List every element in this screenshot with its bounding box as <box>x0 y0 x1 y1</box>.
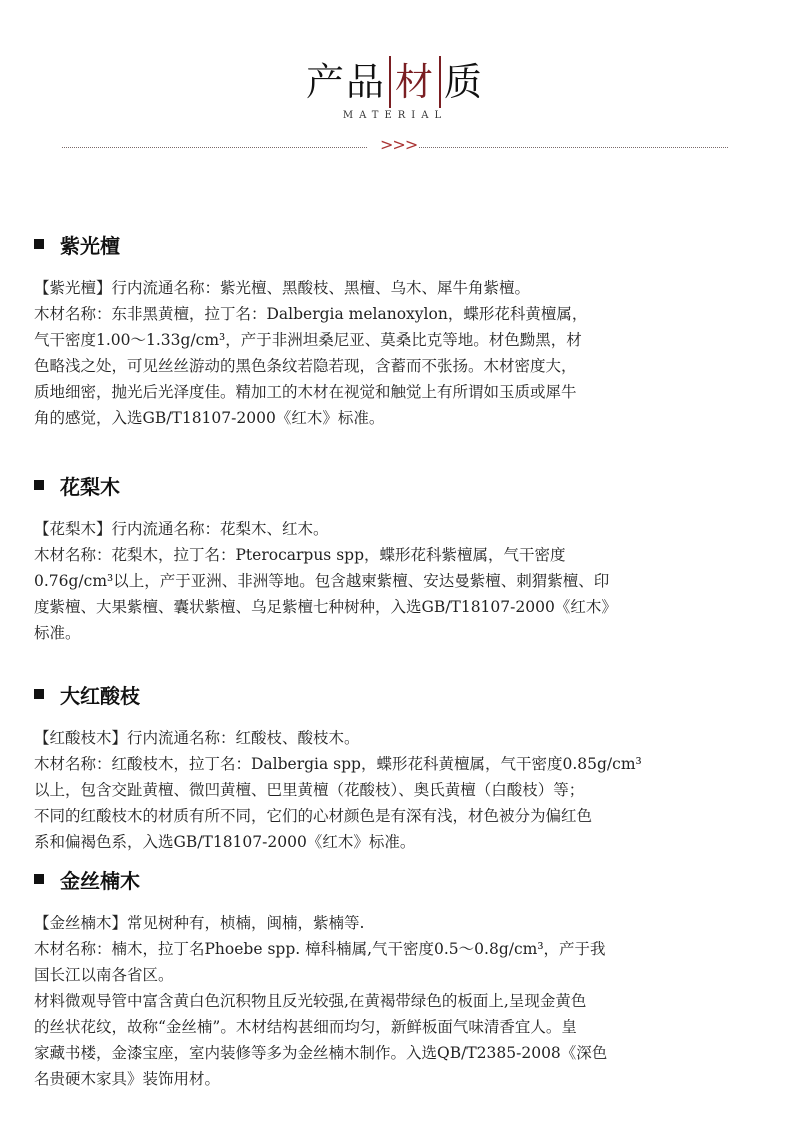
chevrons-icon: >>> <box>380 135 418 154</box>
text-line: 木材名称：东非黑黄檀，拉丁名：Dalbergia melanoxylon，蝶形花科黄檀属， <box>34 305 588 323</box>
text-line: 的丝状花纹，故称“金丝楠”。木材结构甚细而均匀，新鲜板面气味清香宜人。皇 <box>34 1018 577 1036</box>
section-body <box>34 275 754 431</box>
text-line: 木材名称：花梨木，拉丁名：Pterocarpus spp，蝶形花科紫檀属，气干密度 <box>34 546 566 564</box>
section-heading <box>34 866 754 892</box>
text-line: 名贵硬木家具》装饰用材。 <box>34 1070 221 1088</box>
section-heading <box>34 231 754 257</box>
text-line: 木材名称：楠木，拉丁名Phoebe spp. 樟科楠属,气干密度0.5～0.8g/cm³，产于我 <box>34 940 606 958</box>
bullet-square-icon <box>34 480 44 490</box>
section-heading <box>34 472 754 498</box>
section-body <box>34 725 754 855</box>
divider-line-left <box>62 147 367 148</box>
page-title <box>0 56 790 108</box>
section-dahongsuanzhi <box>34 681 754 855</box>
text-line: 色略浅之处，可见丝丝游动的黑色条纹若隐若现，含蓄而不张扬。木材密度大， <box>34 357 577 375</box>
text-line: 【金丝楠木】常见树种有，桢楠，闽楠，紫楠等. <box>34 914 365 932</box>
page-header <box>0 56 790 121</box>
section-title: 花梨木 <box>60 474 120 499</box>
section-title: 紫光檀 <box>60 233 120 258</box>
section-body <box>34 910 754 1092</box>
text-line: 度紫檀、大果紫檀、囊状紫檀、乌足紫檀七种树种，入选GB/T18107-2000《红木》 <box>34 598 617 616</box>
text-line: 不同的红酸枝木的材质有所不同，它们的心材颜色是有深有浅，材色被分为偏红色 <box>34 807 593 825</box>
section-title: 金丝楠木 <box>60 868 140 893</box>
bullet-square-icon <box>34 689 44 699</box>
section-ziguangtan <box>34 231 754 431</box>
text-line: 【红酸枝木】行内流通名称：红酸枝、酸枝木。 <box>34 729 360 747</box>
text-line: 质地细密，抛光后光泽度佳。精加工的木材在视觉和触觉上有所谓如玉质或犀牛 <box>34 383 577 401</box>
text-line: 角的感觉，入选GB/T18107-2000《红木》标准。 <box>34 409 385 427</box>
section-jinsinanmu <box>34 866 754 1092</box>
text-line: 【花梨木】行内流通名称：花梨木、红木。 <box>34 520 329 538</box>
text-line: 家藏书楼，金漆宝座，室内装修等多为金丝楠木制作。入选QB/T2385-2008《深色 <box>34 1044 608 1062</box>
title-highlight: 材 <box>389 56 441 108</box>
divider-line-right <box>419 147 728 148</box>
text-line: 【紫光檀】行内流通名称：紫光檀、黑酸枝、黑檀、乌木、犀牛角紫檀。 <box>34 279 531 297</box>
text-line: 标准。 <box>34 624 81 642</box>
bullet-square-icon <box>34 239 44 249</box>
header-divider <box>62 135 728 158</box>
title-part-2: 质 <box>444 60 485 104</box>
bullet-square-icon <box>34 874 44 884</box>
section-heading <box>34 681 754 707</box>
text-line: 气干密度1.00～1.33g/cm³，产于非洲坦桑尼亚、莫桑比克等地。材色黝黑，材 <box>34 331 582 349</box>
text-line: 国长江以南各省区。 <box>34 966 174 984</box>
page-subtitle: MATERIAL <box>342 110 448 121</box>
text-line: 材料微观导管中富含黄白色沉积物且反光较强,在黄褐带绿色的板面上,呈现金黄色 <box>34 992 587 1010</box>
section-hualimu <box>34 472 754 646</box>
section-body <box>34 516 754 646</box>
text-line: 以上，包含交趾黄檀、微凹黄檀、巴里黄檀（花酸枝）、奥氏黄檀（白酸枝）等； <box>34 781 585 799</box>
text-line: 系和偏褐色系，入选GB/T18107-2000《红木》标准。 <box>34 833 416 851</box>
text-line: 木材名称：红酸枝木，拉丁名：Dalbergia spp，蝶形花科黄檀属，气干密度0.85g/cm³ <box>34 755 642 773</box>
text-line: 0.76g/cm³以上，产于亚洲、非洲等地。包含越柬紫檀、安达曼紫檀、刺猬紫檀、印 <box>34 572 610 590</box>
section-title: 大红酸枝 <box>60 683 140 708</box>
title-part-1: 产品 <box>305 60 386 104</box>
